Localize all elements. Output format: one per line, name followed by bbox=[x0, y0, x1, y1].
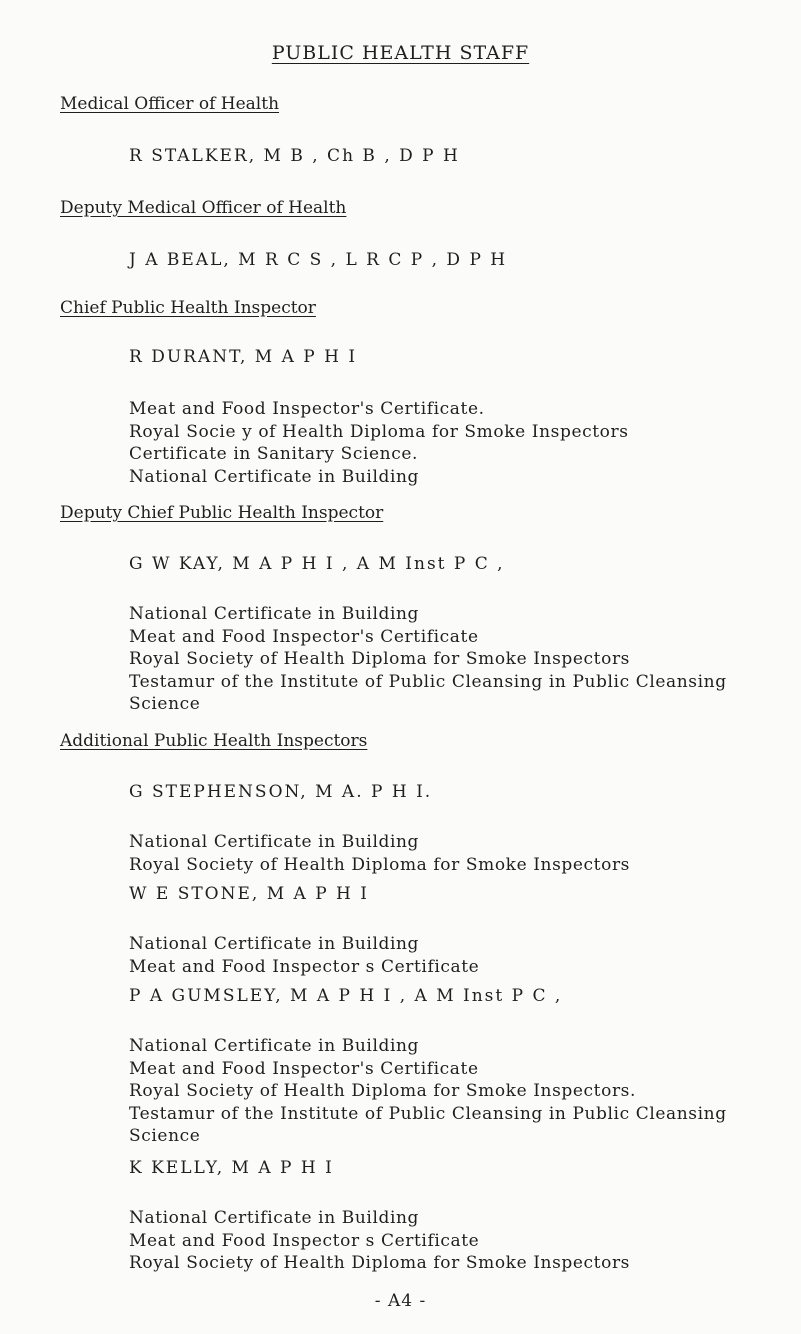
qualifications-kelly bbox=[129, 1207, 781, 1275]
section-heading-moh: Medical Officer of Health bbox=[60, 94, 280, 114]
staff-name-durant: R DURANT, M A P H I bbox=[129, 347, 358, 367]
staff-name-kelly: K KELLY, M A P H I bbox=[129, 1158, 334, 1178]
qualification-line: Science bbox=[129, 1126, 201, 1146]
qualification-line: Testamur of the Institute of Public Cleansing in Public Cleansing bbox=[129, 1103, 727, 1124]
section-heading-deputy-moh: Deputy Medical Officer of Health bbox=[60, 198, 347, 218]
staff-name-stone: W E STONE, M A P H I bbox=[129, 884, 369, 904]
qualification-line: Certificate in Sanitary Science. bbox=[129, 444, 418, 464]
qualification-line: Royal Society of Health Diploma for Smoke Inspectors bbox=[129, 854, 630, 875]
section-heading-chief-phi: Chief Public Health Inspector bbox=[60, 298, 316, 318]
page-number: - A4 - bbox=[374, 1291, 427, 1311]
qualifications-kay bbox=[129, 603, 781, 716]
qualifications-durant bbox=[129, 398, 781, 488]
qualifications-stephenson bbox=[129, 831, 781, 876]
qualification-line: Testamur of the Institute of Public Cleansing in Public Cleansing bbox=[129, 671, 727, 692]
qualification-line: Meat and Food Inspector's Certificate bbox=[129, 1058, 479, 1079]
staff-name-gumsley: P A GUMSLEY, M A P H I , A M Inst P C , bbox=[129, 986, 563, 1006]
section-heading-additional-phi: Additional Public Health Inspectors bbox=[60, 731, 368, 751]
qualification-line: National Certificate in Building bbox=[129, 1208, 420, 1228]
qualification-line: Royal Society of Health Diploma for Smoke Inspectors bbox=[129, 1253, 630, 1273]
page-title: PUBLIC HEALTH STAFF bbox=[271, 42, 530, 64]
qualification-line: Meat and Food Inspector's Certificate. bbox=[129, 399, 485, 419]
qualification-line: Meat and Food Inspector's Certificate bbox=[129, 626, 479, 647]
qualification-line: National Certificate in Building bbox=[129, 466, 420, 487]
qualification-line: Royal Society of Health Diploma for Smoke Inspectors. bbox=[129, 1081, 637, 1101]
section-heading-deputy-chief-phi: Deputy Chief Public Health Inspector bbox=[60, 503, 384, 523]
qualification-line: National Certificate in Building bbox=[129, 832, 420, 852]
staff-name-stephenson: G STEPHENSON, M A. P H I. bbox=[129, 782, 433, 802]
staff-name-beal: J A BEAL, M R C S , L R C P , D P H bbox=[129, 250, 508, 270]
qualification-line: Meat and Food Inspector s Certificate bbox=[129, 1230, 480, 1251]
qualification-line: Science bbox=[129, 694, 201, 714]
qualification-line: National Certificate in Building bbox=[129, 604, 420, 624]
qualification-line: National Certificate in Building bbox=[129, 934, 420, 954]
qualification-line: Royal Society of Health Diploma for Smoke Inspectors bbox=[129, 649, 630, 669]
staff-name-kay: G W KAY, M A P H I , A M Inst P C , bbox=[129, 554, 505, 574]
qualification-line: Royal Socie y of Health Diploma for Smoke Inspectors bbox=[129, 421, 629, 442]
qualifications-stone bbox=[129, 933, 781, 978]
staff-name-stalker: R STALKER, M B , Ch B , D P H bbox=[129, 146, 460, 166]
qualification-line: Meat and Food Inspector s Certificate bbox=[129, 956, 480, 977]
qualifications-gumsley bbox=[129, 1035, 781, 1148]
qualification-line: National Certificate in Building bbox=[129, 1036, 420, 1056]
